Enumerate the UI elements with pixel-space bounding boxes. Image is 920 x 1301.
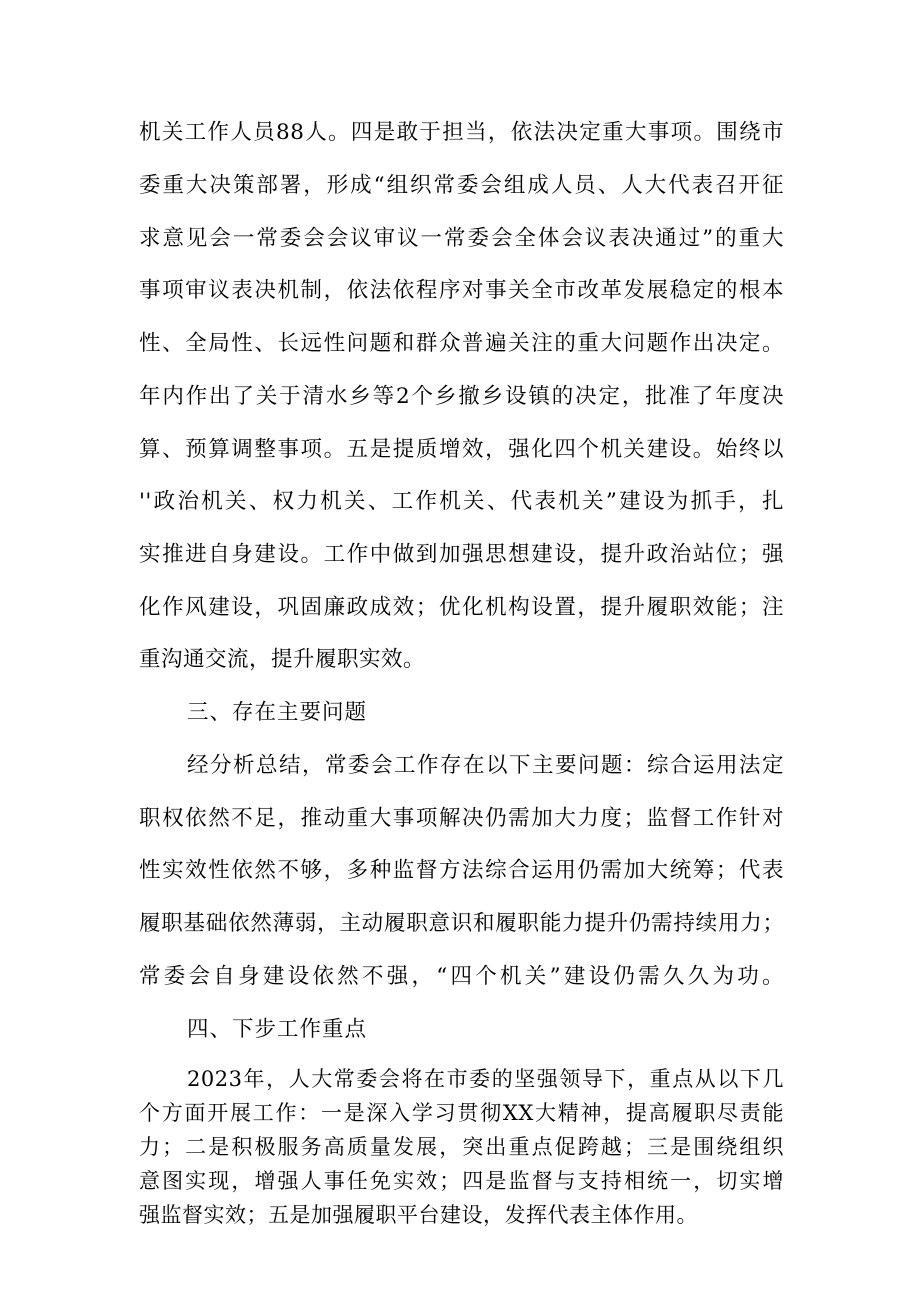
paragraph-line: ''政治机关、权力机关、工作机关、代表机关”建设为抓手，扎 — [139, 489, 784, 514]
paragraph-line: 常委会自身建设依然不强，“四个机关”建设仍需久久为功。 — [139, 964, 784, 989]
paragraph-line: 职权依然不足，推动重大事项解决仍需加大力度；监督工作针对 — [139, 806, 784, 831]
paragraph-line: 事项审议表决机制，依法依程序对事关全市改革发展稳定的根本 — [139, 278, 784, 303]
paragraph-line: 年内作出了关于清水乡等2个乡撤乡设镇的决定，批准了年度决 — [139, 384, 784, 409]
paragraph-line: 强监督实效；五是加强履职平台建设，发挥代表主体作用。 — [139, 1203, 698, 1227]
paragraph-line: 算、预算调整事项。五是提质增效，强化四个机关建设。始终以 — [139, 437, 784, 462]
paragraph-line: 求意见会一常委会会议审议一常委会全体会议表决通过”的重大 — [139, 226, 784, 251]
paragraph-line: 2023年，人大常委会将在市委的坚强领导下，重点从以下几 — [187, 1067, 784, 1091]
paragraph-line: 重沟通交流，提升履职实效。 — [139, 647, 426, 672]
paragraph-line: 个方面开展工作：一是深入学习贯彻XX大精神，提高履职尽责能 — [139, 1101, 784, 1125]
paragraph-line: 力；二是积极服务高质量发展，突出重点促跨越；三是围绕组织 — [139, 1135, 784, 1159]
paragraph-line: 履职基础依然薄弱，主动履职意识和履职能力提升仍需持续用力； — [139, 911, 784, 936]
paragraph-line: 意图实现，增强人事任免实效；四是监督与支持相统一，切实增 — [139, 1169, 784, 1193]
paragraph-line: 性、全局性、长远性问题和群众普遍关注的重大问题作出决定。 — [139, 331, 784, 356]
paragraph-line: 委重大决策部署，形成“组织常委会组成人员、人大代表召开征 — [139, 173, 784, 198]
section-heading-next-steps: 四、下步工作重点 — [187, 1017, 368, 1042]
paragraph-line: 机关工作人员88人。四是敢于担当，依法决定重大事项。围绕市 — [139, 120, 784, 145]
section-heading-problems: 三、存在主要问题 — [187, 700, 368, 725]
paragraph-line: 性实效性依然不够，多种监督方法综合运用仍需加大统筹；代表 — [139, 858, 784, 883]
paragraph-line: 化作风建设，巩固廉政成效；优化机构设置，提升履职效能；注 — [139, 595, 784, 620]
paragraph-line: 经分析总结，常委会工作存在以下主要问题：综合运用法定 — [187, 753, 784, 778]
paragraph-line: 实推进自身建设。工作中做到加强思想建设，提升政治站位；强 — [139, 542, 784, 567]
